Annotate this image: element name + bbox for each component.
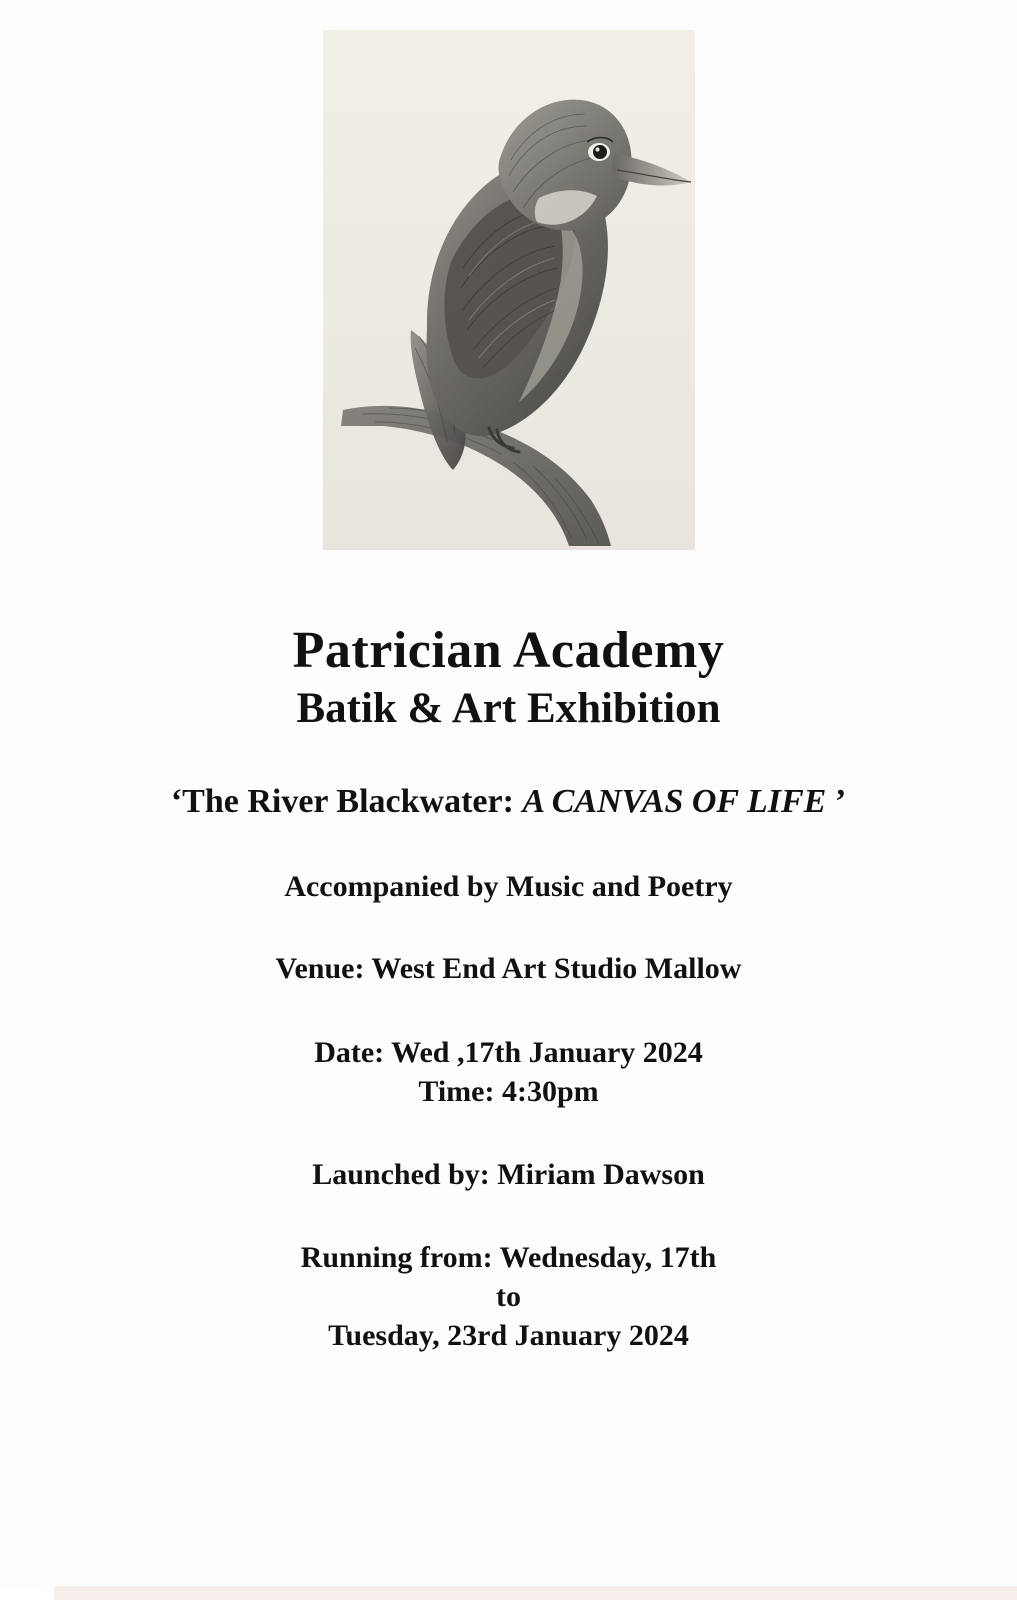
date-time-group <box>0 1033 1017 1111</box>
quote-open-mark: ‘ <box>170 782 183 820</box>
launched-by-line: Launched by: Miriam Dawson <box>312 1157 705 1191</box>
bottom-strip <box>0 1586 1017 1600</box>
running-dates-group <box>0 1238 1017 1355</box>
quote-emphasis: A CANVAS OF LIFE <box>522 782 827 820</box>
time-line: Time: 4:30pm <box>418 1074 599 1108</box>
running-to-word: to <box>496 1280 521 1314</box>
running-from-line: Running from: Wednesday, 17th <box>300 1241 717 1275</box>
bottom-strip-left-corner <box>0 1586 54 1600</box>
running-to-line: Tuesday, 23rd January 2024 <box>328 1319 689 1353</box>
page-title: Patrician Academy <box>292 622 725 679</box>
venue-line: Venue: West End Art Studio Mallow <box>275 952 742 986</box>
kingfisher-pencil-drawing-icon <box>323 30 695 550</box>
accompanied-line: Accompanied by Music and Poetry <box>284 869 733 903</box>
date-line: Date: Wed ,17th January 2024 <box>314 1035 703 1069</box>
quote-close-mark: ’ <box>826 782 847 820</box>
poster-text <box>0 624 1017 1355</box>
exhibition-theme <box>0 782 1017 823</box>
page-subtitle: Batik & Art Exhibition <box>296 684 721 732</box>
quote-prefix: The River Blackwater: <box>182 782 523 820</box>
artwork-frame <box>323 30 695 550</box>
